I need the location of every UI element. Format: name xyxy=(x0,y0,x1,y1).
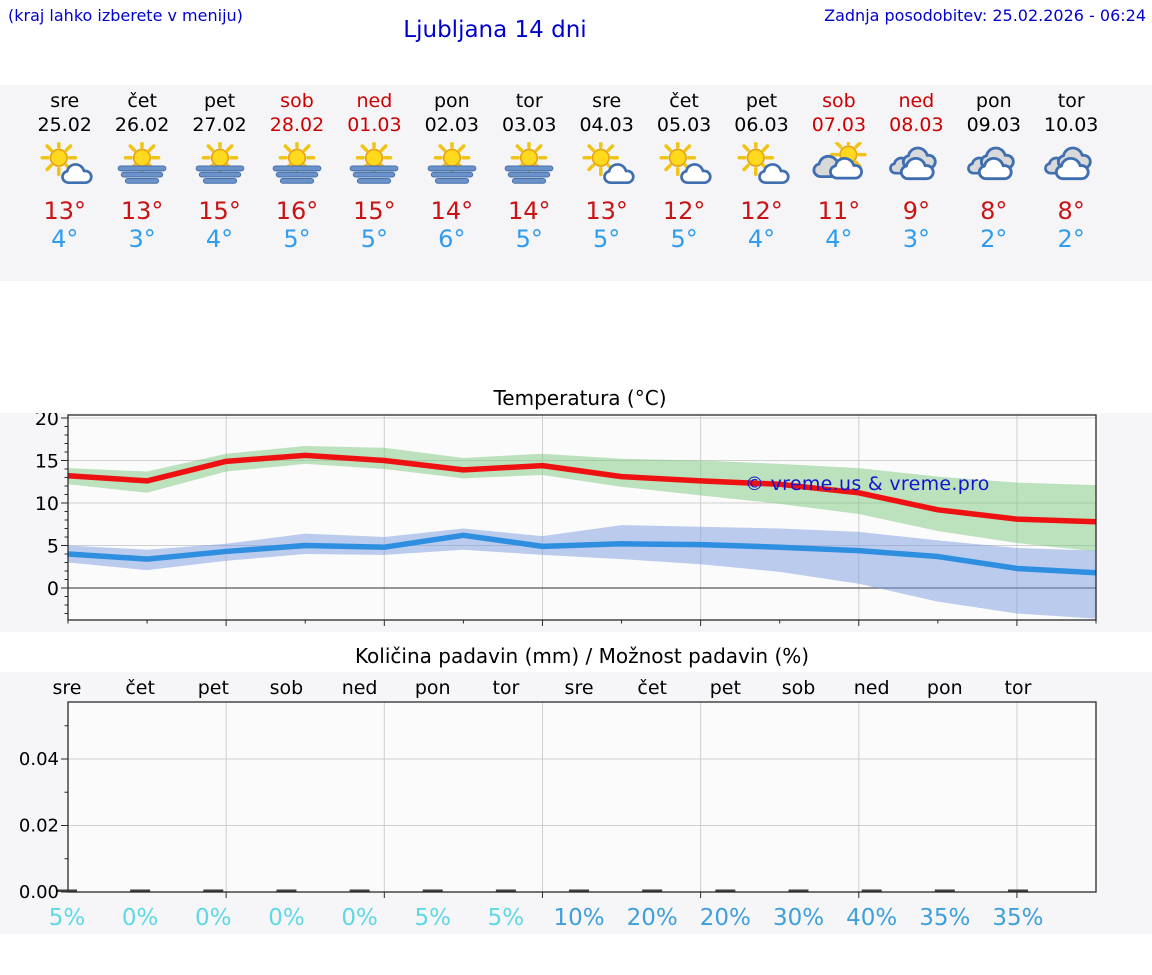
min-temp: 4° xyxy=(825,225,853,253)
day-name: ned xyxy=(898,90,935,112)
y-tick-label: 0.04 xyxy=(18,749,59,770)
min-temp: 4° xyxy=(205,225,234,253)
day-date: 25.02 xyxy=(37,114,92,136)
day-name: pon xyxy=(975,90,1012,112)
day-column xyxy=(955,90,1032,281)
max-temp: 8° xyxy=(1057,197,1085,225)
cloudy-icon xyxy=(965,142,1023,188)
max-temp: 12° xyxy=(740,197,783,225)
cloudy-icon xyxy=(1042,142,1100,188)
min-temp: 6° xyxy=(438,225,466,253)
y-tick-label: 0.00 xyxy=(18,882,59,903)
day-column xyxy=(568,90,645,281)
day-label: tor xyxy=(1004,677,1032,699)
sun-fog-icon xyxy=(345,142,403,188)
day-column xyxy=(491,90,568,281)
min-temp: 2° xyxy=(1057,225,1085,253)
day-label: čet xyxy=(125,677,155,699)
cloudy-icon xyxy=(887,142,945,188)
day-date: 05.03 xyxy=(656,114,712,136)
day-column xyxy=(181,90,258,281)
day-label: čet xyxy=(637,677,667,699)
min-temp: 3° xyxy=(902,225,930,253)
max-temp: 13° xyxy=(43,197,86,225)
sun-cloud-icon xyxy=(578,142,636,188)
day-label: tor xyxy=(492,677,520,699)
max-temp: 8° xyxy=(980,197,1008,225)
day-name: sre xyxy=(50,90,80,112)
day-date: 07.03 xyxy=(811,114,867,136)
min-temp: 2° xyxy=(980,225,1008,253)
day-date: 09.03 xyxy=(966,114,1021,136)
day-column xyxy=(1032,90,1109,281)
y-tick-label: 5 xyxy=(46,535,59,558)
max-temp: 15° xyxy=(353,197,396,225)
precip-probability: 35% xyxy=(992,905,1044,931)
sun-fog-icon xyxy=(268,142,326,188)
precip-chart-title: Količina padavin (mm) / Možnost padavin (%) xyxy=(354,644,810,668)
precip-day-labels xyxy=(53,677,1032,699)
day-name: tor xyxy=(515,90,543,112)
min-temp: 5° xyxy=(593,225,621,253)
day-label: pet xyxy=(709,677,741,699)
day-column xyxy=(103,90,180,281)
min-temp: 5° xyxy=(283,225,311,253)
day-column xyxy=(723,90,800,281)
day-column xyxy=(413,90,490,281)
precip-probability-labels xyxy=(49,905,1044,931)
precip-probability: 20% xyxy=(626,905,678,931)
page-title: Ljubljana 14 dni xyxy=(403,17,587,43)
precip-probability: 5% xyxy=(48,905,86,931)
y-tick-label: 0.02 xyxy=(18,815,59,837)
precip-probability: 35% xyxy=(919,905,971,931)
max-temp: 16° xyxy=(275,197,319,225)
day-label: sre xyxy=(564,677,594,699)
day-column xyxy=(336,90,413,281)
precip-probability: 10% xyxy=(553,905,605,931)
min-temp: 5° xyxy=(515,225,543,253)
temperature-chart-title: Temperatura (°C) xyxy=(493,386,667,410)
day-name: pet xyxy=(203,90,236,112)
sun-fog-icon xyxy=(113,142,171,188)
day-name: čet xyxy=(127,90,157,112)
max-temp: 9° xyxy=(902,197,930,225)
temp-axis-labels xyxy=(35,413,59,600)
day-date: 10.03 xyxy=(1043,114,1099,136)
day-name: pet xyxy=(745,90,778,112)
y-tick-label: 0 xyxy=(46,578,59,600)
day-date: 28.02 xyxy=(269,114,325,136)
day-label: sob xyxy=(781,677,816,699)
day-name: čet xyxy=(669,90,699,112)
day-date: 02.03 xyxy=(424,114,480,136)
max-temp: 13° xyxy=(585,197,628,225)
temperature-chart-figure xyxy=(0,413,1152,632)
day-column xyxy=(645,90,722,281)
sun-cloud-icon xyxy=(655,142,713,188)
day-date: 26.02 xyxy=(114,114,170,136)
min-temp: 4° xyxy=(747,225,776,253)
precip-probability: 0% xyxy=(268,905,305,931)
day-date: 01.03 xyxy=(347,114,402,136)
min-temp: 4° xyxy=(51,225,79,253)
day-column xyxy=(258,90,335,281)
day-name: ned xyxy=(356,90,393,112)
precip-chart xyxy=(0,672,1152,934)
day-column xyxy=(800,90,877,281)
day-date: 08.03 xyxy=(889,114,944,136)
y-tick-label: 10 xyxy=(34,493,59,515)
precip-probability: 5% xyxy=(487,905,525,931)
day-date: 06.03 xyxy=(734,114,789,136)
precip-probability: 0% xyxy=(341,905,378,931)
max-temp: 12° xyxy=(662,197,706,225)
precip-probability: 20% xyxy=(699,905,751,931)
plot-background xyxy=(68,702,1096,892)
precip-probability: 0% xyxy=(195,905,232,931)
day-date: 04.03 xyxy=(579,114,634,136)
day-label: ned xyxy=(341,677,378,699)
precip-chart-figure xyxy=(0,672,1152,934)
min-temp: 5° xyxy=(670,225,698,253)
day-label: pon xyxy=(926,677,963,699)
day-column xyxy=(26,90,103,281)
y-tick-label: 20 xyxy=(34,413,59,430)
last-update: Zadnja posodobitev: 25.02.2026 - 06:24 xyxy=(824,6,1146,25)
temperature-chart xyxy=(0,413,1152,632)
cloud-sun-icon xyxy=(810,142,868,188)
day-label: ned xyxy=(853,677,890,699)
day-name: pon xyxy=(433,90,470,112)
precip-probability: 0% xyxy=(121,905,159,931)
day-label: pet xyxy=(197,677,229,699)
day-date: 03.03 xyxy=(502,114,557,136)
day-name: sob xyxy=(822,90,856,112)
day-label: pon xyxy=(414,677,451,699)
sun-cloud-icon xyxy=(36,142,94,188)
max-temp: 14° xyxy=(507,197,551,225)
day-column xyxy=(878,90,955,281)
precip-axis-labels xyxy=(19,749,59,903)
day-label: sre xyxy=(52,677,82,699)
sun-fog-icon xyxy=(500,142,558,188)
day-date: 27.02 xyxy=(192,114,247,136)
y-tick-label: 15 xyxy=(34,450,59,473)
day-name: sre xyxy=(592,90,622,112)
precip-probability: 30% xyxy=(772,905,825,931)
sun-fog-icon xyxy=(191,142,249,188)
max-temp: 11° xyxy=(817,197,861,225)
sun-cloud-icon xyxy=(733,142,791,188)
day-name: sob xyxy=(280,90,314,112)
min-temp: 3° xyxy=(128,225,156,253)
sun-fog-icon xyxy=(423,142,481,188)
min-temp: 5° xyxy=(360,225,389,253)
precip-probability: 5% xyxy=(414,905,451,931)
watermark-link[interactable]: © vreme.us & vreme.pro xyxy=(745,473,990,495)
day-name: tor xyxy=(1057,90,1085,112)
day-label: sob xyxy=(269,677,304,699)
max-temp: 15° xyxy=(198,197,241,225)
max-temp: 14° xyxy=(430,197,474,225)
forecast-strip xyxy=(0,85,1152,281)
max-temp: 13° xyxy=(120,197,164,225)
precip-probability: 40% xyxy=(846,905,898,931)
menu-hint: (kraj lahko izberete v meniju) xyxy=(8,6,243,25)
